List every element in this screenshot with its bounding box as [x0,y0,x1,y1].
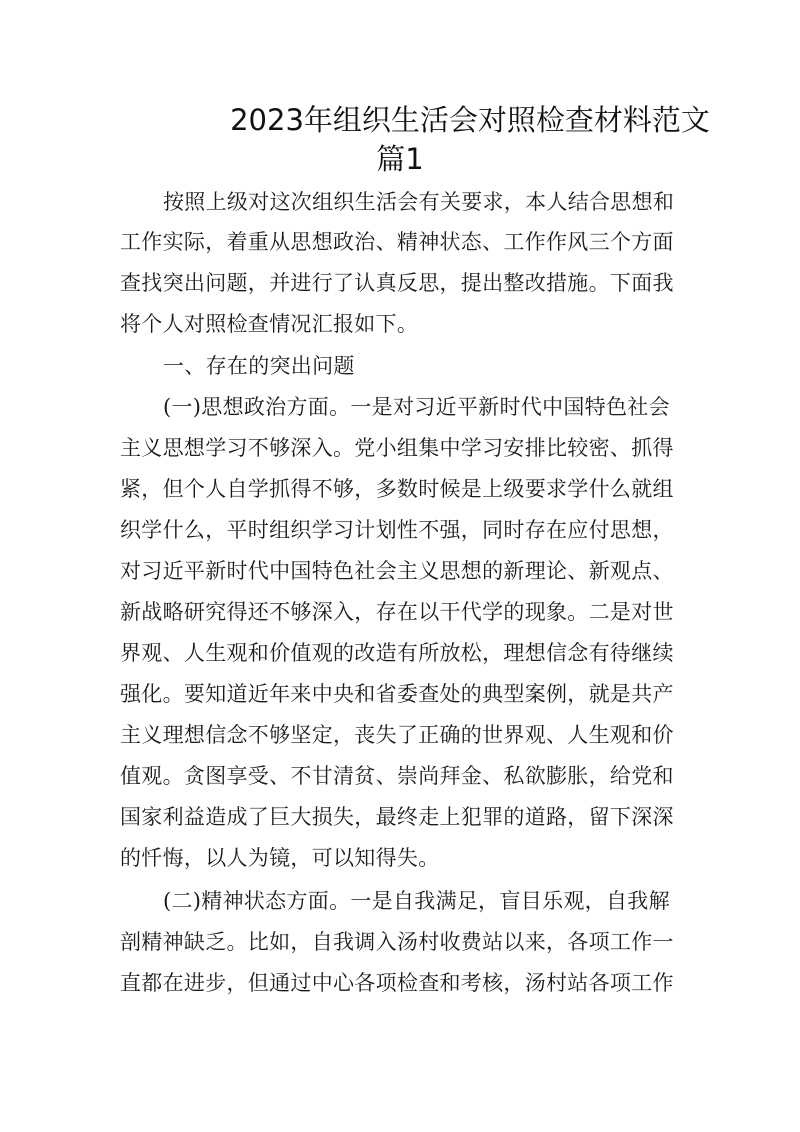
paragraph-line: 按照上级对这次组织生活会有关要求，本人结合思想和 [163,190,675,214]
paragraph-line: 剖精神缺乏。比如，自我调入汤村收费站以来，各项工作一 [120,930,674,954]
document-title-continuation: 篇1 [376,142,424,176]
paragraph-line: 主义理想信念不够坚定，丧失了正确的世界观、人生观和价 [120,723,674,747]
paragraph-line: 值观。贪图享受、不甘清贫、崇尚拜金、私欲膨胀，给党和 [120,764,674,788]
paragraph-line: 的忏悔，以人为镜，可以知得失。 [120,846,440,870]
paragraph-line: 界观、人生观和价值观的改造有所放松，理想信念有待继续 [120,641,674,665]
paragraph-line: 强化。要知道近年来中央和省委查处的典型案例，就是共产 [120,682,674,706]
paragraph-line: 新战略研究得还不够深入，存在以干代学的现象。二是对世 [120,600,674,624]
paragraph-line: 织学什么，平时组织学习计划性不强，同时存在应付思想， [120,518,674,542]
section-heading: 一、存在的突出问题 [163,354,355,378]
paragraph-line: 对习近平新时代中国特色社会主义思想的新理论、新观点、 [120,559,674,583]
paragraph-line: (一)思想政治方面。一是对习近平新时代中国特色社会 [163,395,670,419]
paragraph-line: 直都在进步，但通过中心各项检查和考核，汤村站各项工作 [120,971,674,995]
paragraph-line: 查找突出问题，并进行了认真反思，提出整改措施。下面我 [120,271,674,295]
paragraph-line: 主义思想学习不够深入。党小组集中学习安排比较密、抓得 [120,436,674,460]
paragraph-line: 国家利益造成了巨大损失，最终走上犯罪的道路，留下深深 [120,805,674,829]
paragraph-line: (二)精神状态方面。一是自我满足，盲目乐观，自我解 [163,889,670,913]
paragraph-line: 将个人对照检查情况汇报如下。 [120,312,419,336]
paragraph-line: 工作实际，着重从思想政治、精神状态、工作作风三个方面 [120,230,674,254]
document-title: 2023年组织生活会对照检查材料范文 [230,103,710,137]
paragraph-line: 紧，但个人自学抓得不够，多数时候是上级要求学什么就组 [120,477,674,501]
